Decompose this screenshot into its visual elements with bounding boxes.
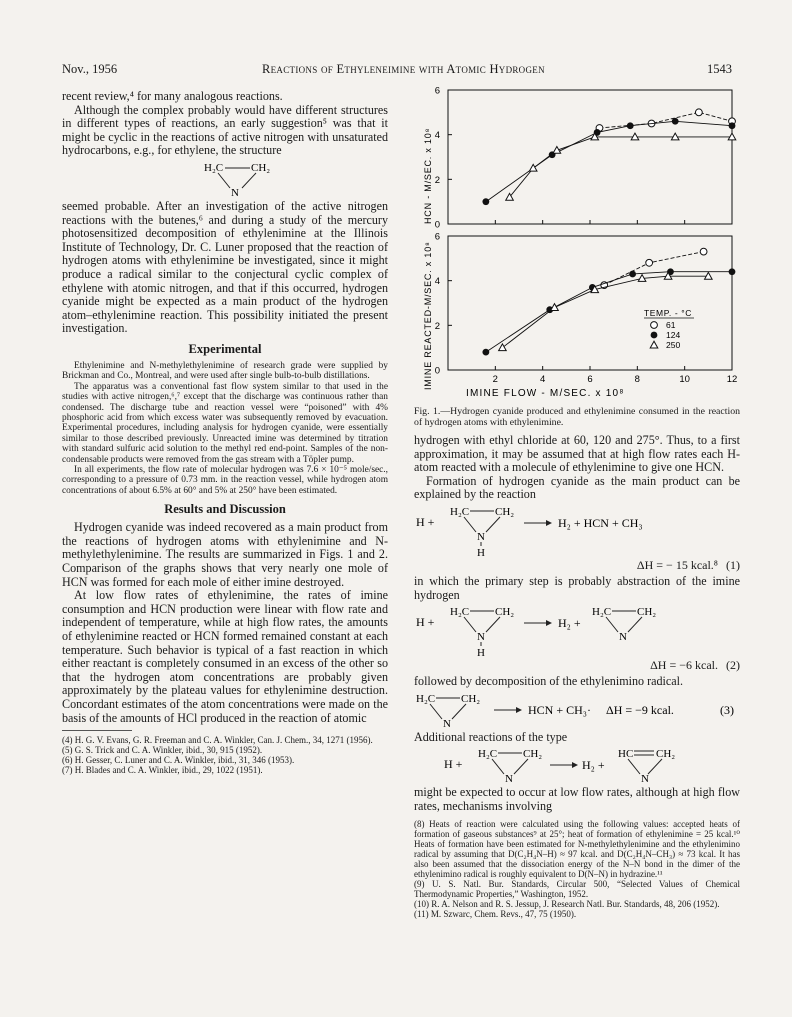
y-axis-label-bottom: IMINE REACTED-M/SEC. x 10⁸ xyxy=(423,241,433,390)
equation-1 xyxy=(414,502,740,558)
y-tick-label: 2 xyxy=(434,174,440,186)
left-column xyxy=(62,90,388,775)
rc-paragraph: followed by decomposition of the ethylenimino radical. xyxy=(414,674,684,689)
eq1-ring-n: N xyxy=(477,530,485,543)
results-paragraph: At low flow rates of ethylenimine, the rates of imine consumption and HCN production were linear with flow rate and independent of temperature, while at high flow rates, the amounts of ethylenimine reacted or HCN formed remained constant at each temperature. Such behavior is typical of a fast reaction in which either reactant is completely consumed in an excess of the other so that the hydrogen atom concentrations are probably given approximately by the plateau values for ethylenimine destruction. Concordant estimates of the atom concentrations were made on the basis of the amounts of HCl produced in the reaction of atomic xyxy=(62,588,388,725)
footnote: (11) M. Szwarc, Chem. Revs., 47, 75 (1950). xyxy=(414,908,577,919)
legend-label: 124 xyxy=(666,330,681,340)
running-title: Reactions of Ethyleneimine with Atomic Hydrogen xyxy=(262,62,545,76)
ring-n-label: N xyxy=(231,186,239,199)
eq3-ring-right: CH₂ xyxy=(461,692,481,705)
legend-title: TEMP. - °C xyxy=(644,308,692,318)
equation-4 xyxy=(414,744,740,784)
intro-paragraph: Although the complex probably would have different structures in different types of reactions, an early suggestion⁵ was that it might be cyclic in the reactions of active nitrogen with unsaturated hydrocarbons, e.g., for ethylene, the structure xyxy=(62,102,388,158)
rc-paragraph: might be expected to occur at low flow rates, although at high flow rates, mechanisms involving xyxy=(414,785,740,813)
series-line-61 xyxy=(604,252,703,286)
y-tick-label: 2 xyxy=(434,320,440,332)
eq1-rhs: H₂ + HCN + CH₃ xyxy=(558,515,643,530)
x-tick-label: 6 xyxy=(587,374,593,385)
footnote-rule xyxy=(62,730,132,731)
series-line-250 xyxy=(510,137,733,197)
eq4-lhs: H + xyxy=(444,757,463,772)
footnote: (7) H. Blades and C. A. Winkler, ibid., 29, 1022 (1951). xyxy=(62,765,263,776)
data-point-124 xyxy=(629,271,636,278)
eq1-enthalpy-line xyxy=(414,558,740,573)
eq1-ring-left: H₂C xyxy=(450,505,470,518)
x-axis-label: IMINE FLOW - M/SEC. x 10⁸ xyxy=(466,388,625,399)
page-number: 1543 xyxy=(707,62,732,76)
results-paragraph: Hydrogen cyanide was indeed recovered as a main product from the reactions of hydrogen atoms with ethylenimine and N-methylethylenimine. The results are summarized in Figs. 1 and 2. Comparison of the graphs shows that very nearly one mole of HCN was formed for each mole of either imine destroyed. xyxy=(62,520,388,589)
data-point-250 xyxy=(553,147,561,154)
intro-line: recent review,⁴ for many analogous reactions. xyxy=(62,89,283,103)
motivation-paragraph: seemed probable. After an investigation of the active nitrogen reactions with the butenes,⁶ and during a study of the mercury photosensitized decomposition of ethylenimine at the Illinois Institute of Technology, Dr. C. Luner proposed that the reaction of hydrogen atoms with ethylenimine be investigated, since it might produce a radical similar to the conjectural cyclic complex of ethylene with atomic nitrogen, and that if this occurred, hydrogen cyanide might be expected as a main product of the hydrogen atom–ethylenimine reaction. This possibility initiated the present investigation. xyxy=(62,198,388,336)
footnote: (5) G. S. Trick and C. A. Winkler, ibid., 30, 915 (1952). xyxy=(62,745,263,756)
data-point-250 xyxy=(650,341,658,348)
eq2-ring-left: H₂C xyxy=(450,606,470,619)
experimental-paragraph: Ethylenimine and N-methylethylenimine of research grade were supplied by Brickman and Co., Montreal, and were used after single bulb-to-bulb distillations. xyxy=(62,360,388,382)
eq1-number: (1) xyxy=(726,557,740,572)
eq3-ring-n: N xyxy=(443,717,451,729)
y-tick-label: 6 xyxy=(434,85,440,97)
y-tick-label: 0 xyxy=(434,365,440,377)
y-tick-label: 0 xyxy=(434,219,440,231)
eq4-ring-n: N xyxy=(505,773,513,785)
data-point-61 xyxy=(700,248,707,255)
rc-paragraph: in which the primary step is probably abstraction of the imine hydrogen xyxy=(414,573,740,602)
eq2-ring-h: H xyxy=(477,647,485,659)
equation-3 xyxy=(414,689,740,729)
series-line-61 xyxy=(600,112,733,128)
figure-caption: Fig. 1.—Hydrogen cyanide produced and ethylenimine consumed in the reaction of hydrogen atoms with ethylenimine. xyxy=(414,406,740,428)
experimental-heading: Experimental xyxy=(188,341,262,356)
eq1-lhs: H + xyxy=(416,514,435,529)
data-point-124 xyxy=(482,198,489,205)
legend-label: 250 xyxy=(666,340,681,350)
results-heading: Results and Discussion xyxy=(164,502,286,517)
eq2-rhs: H₂ + xyxy=(558,616,581,631)
footnote: (9) U. S. Natl. Bur. Standards, Circular 500, “Selected Values of Chemical Thermodynamic Properties,” Washington, 1952. xyxy=(414,878,740,899)
x-tick-label: 10 xyxy=(679,374,690,385)
eq1-ring-h: H xyxy=(477,546,485,558)
eq2-enthalpy-line xyxy=(414,658,740,673)
x-tick-label: 4 xyxy=(540,374,546,385)
x-tick-label: 8 xyxy=(634,374,640,385)
eq2-ring2-left: H₂C xyxy=(592,606,612,619)
eq4-ring-left: H₂C xyxy=(478,748,498,761)
eq3-rhs: HCN + CH₃· xyxy=(528,702,591,717)
series-line-124 xyxy=(486,121,732,201)
data-point-124 xyxy=(627,122,634,129)
eq4-rhs: H₂ + xyxy=(582,758,605,773)
equation-2 xyxy=(414,602,740,658)
ring-right-label: CH₂ xyxy=(251,161,271,174)
eq1-enthalpy: ΔH = − 15 kcal.⁸ xyxy=(636,557,718,572)
rc-paragraph: Formation of hydrogen cyanide as the main product can be explained by the reaction xyxy=(414,473,740,502)
ring-left-label: H₂C xyxy=(204,161,224,174)
rc-paragraph: Additional reactions of the type xyxy=(414,729,568,744)
eq2-lhs: H + xyxy=(416,615,435,630)
y-tick-label: 6 xyxy=(434,231,440,243)
y-axis-label-top: HCN - M/SEC. x 10⁸ xyxy=(423,127,433,224)
data-point-250 xyxy=(499,344,507,351)
right-column xyxy=(414,84,740,919)
footnote: (4) H. G. V. Evans, G. R. Freeman and C. A. Winkler, Can. J. Chem., 34, 1271 (1956). xyxy=(62,735,373,746)
eq2-ring2-n: N xyxy=(619,631,627,644)
x-tick-label: 2 xyxy=(492,374,498,385)
figure-1-chart xyxy=(414,84,740,399)
eq2-enthalpy: ΔH = −6 kcal. xyxy=(650,658,718,673)
eq2-ring-n: N xyxy=(477,631,485,644)
experimental-paragraph: The apparatus was a conventional fast flow system similar to that used in the studies with active nitrogen,⁶,⁷ except that the discharge was continuous rather than condensed. The discharge tube and reaction vessel were “poisoned” with 4% phosphoric acid from which excess water was subsequently removed by evacuation. Experimental procedures, including analysis for hydrogen cyanide, were essentially similar to those described previously. Unreacted imine was determined by titration with standard sulfuric acid solution to the methyl red end-point. Samples of the non-condensable products were removed from the gas stream with a Töpler pump. xyxy=(62,381,388,465)
eq4-ring2-left: HC xyxy=(618,748,634,761)
plot-frame xyxy=(448,236,732,370)
eq1-ring-right: CH₂ xyxy=(495,505,515,518)
x-tick-label: 12 xyxy=(726,374,738,385)
data-point-124 xyxy=(729,268,736,275)
eq3-number: (3) xyxy=(720,702,734,717)
eq2-number: (2) xyxy=(726,658,740,673)
eq2-ring2-right: CH₂ xyxy=(637,606,657,619)
legend-label: 61 xyxy=(666,320,676,330)
data-point-61 xyxy=(651,322,658,329)
eq3-ring-left: H₂C xyxy=(416,692,436,705)
data-point-61 xyxy=(646,259,653,266)
eq4-ring2-right: CH₂ xyxy=(656,748,676,761)
rc-paragraph: hydrogen with ethyl chloride at 60, 120 and 275°. Thus, to a first approximation, it may be assumed that at high flow rates each H-atom reacted with a molecule of ethylenimine to give one HCN. xyxy=(414,433,740,475)
header-date: Nov., 1956 xyxy=(62,62,118,76)
plot-frame xyxy=(448,90,732,224)
data-point-124 xyxy=(651,332,658,339)
data-point-124 xyxy=(729,122,736,129)
footnote: (8) Heats of reaction were calculated using the following values: accepted heats of formation of gaseous substances⁹ at 25°; heat of formation of ethylenimine = 25 kcal.¹⁰ Heats of formation have been estimated for N-methylethylenimine and the ethylenimino radical by assuming that D(C₂H₄N–H) ≈ 97 kcal. and D(C₂H₄N–CH₃) ≈ 73 kcal. It has also been assumed that the dissociation energy of the N–N bond in the dimer of the ethylenimino radical is roughly equivalent to D(N–N) in hydrazine.¹¹ xyxy=(414,818,740,879)
experimental-paragraph: In all experiments, the flow rate of molecular hydrogen was 7.6 × 10⁻⁵ mole/sec., corresponding to a pressure of 0.73 mm. in the reaction vessel, while hydrogen atom concentrations of about 6.5% at 60° and 5% at 250° have been estimated. xyxy=(62,464,388,496)
footnote: (6) H. Gesser, C. Luner and C. A. Winkler, ibid., 31, 346 (1953). xyxy=(62,755,295,766)
eq2-ring-right: CH₂ xyxy=(495,606,515,619)
series-line-124 xyxy=(486,272,732,352)
data-point-124 xyxy=(672,118,679,125)
page-header xyxy=(62,62,732,78)
data-point-124 xyxy=(482,349,489,356)
eq4-ring-right: CH₂ xyxy=(523,748,543,761)
y-tick-label: 4 xyxy=(434,130,440,142)
footnote: (10) R. A. Nelson and R. S. Jessup, J. Research Natl. Bur. Standards, 48, 206 (1952). xyxy=(414,898,720,909)
y-tick-label: 4 xyxy=(434,276,440,288)
eq3-enthalpy: ΔH = −9 kcal. xyxy=(606,702,674,717)
eq4-ring2-n: N xyxy=(641,773,649,785)
data-point-250 xyxy=(529,164,537,171)
ethylene-n-ring-structure xyxy=(62,158,388,200)
data-point-61 xyxy=(695,109,702,116)
